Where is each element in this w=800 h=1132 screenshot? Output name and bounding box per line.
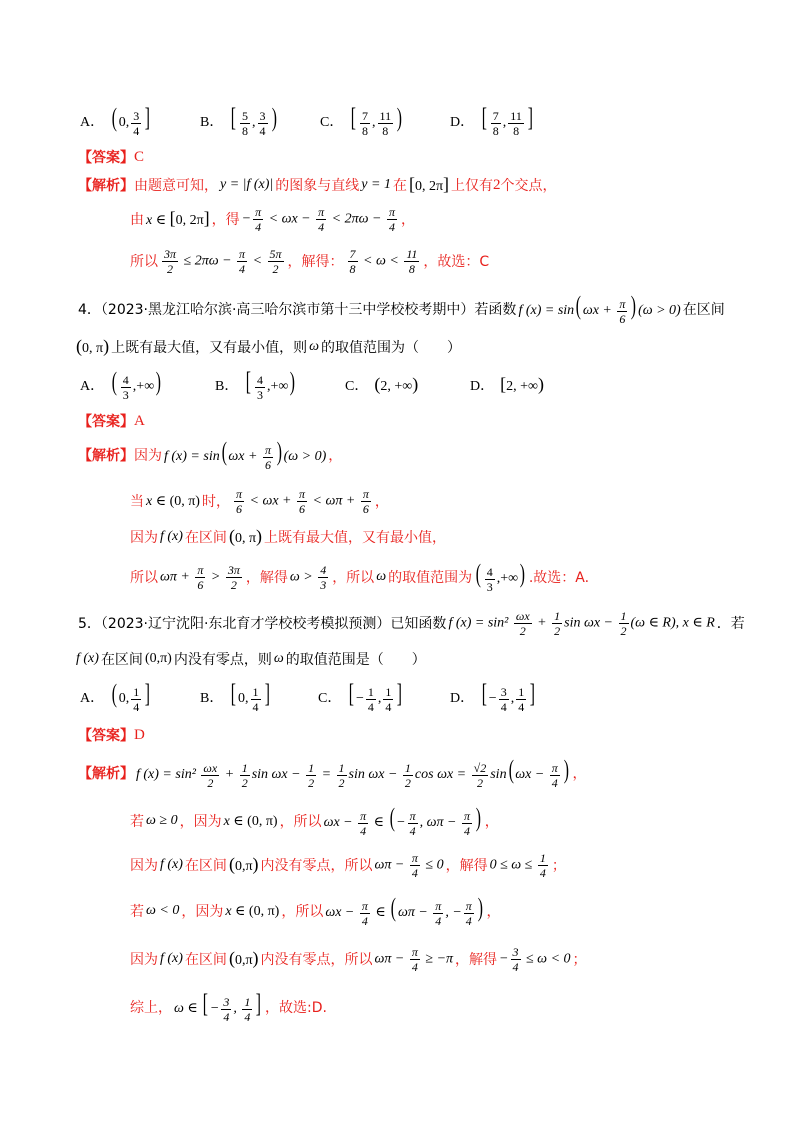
q3-option-b[interactable]: B． [ $\frac{5}{8}$ , $\frac{3}{4}$ ) <box>200 103 277 138</box>
q3-option-a[interactable]: A． ( 0, $\frac{3}{4}$ ] <box>80 103 151 138</box>
q3-analysis-line2: 由 x ∈ [0, 2π] ，得 − $\frac{\pi}{4}$ < ωx − $\frac{\pi}{4}$ < 2πω − $\frac{\pi}{4}$ ， <box>130 204 415 234</box>
q4-analysis-line4: 所以 ωπ + $\frac{\pi}{6}$ > $\frac{3\pi}{2}$ ，解得 ω > $\frac{4}{3}$ ，所以 ω 的取值范围为 ( $\frac{4}{3}$ ,+∞) .故选：A. <box>130 559 590 594</box>
q4-option-d[interactable]: D． [2, +∞) <box>470 374 545 394</box>
q4-stem-line2: (0, π) 上既有最大值，又有最小值，则 ω 的取值范围为（ ） <box>76 336 461 356</box>
q5-analysis-line5: 因为 f (x) 在区间 (0,π) 内没有零点，所以 ωπ − $\frac{\pi}{4}$ ≥ −π ，解得 − $\frac{3}{4}$ ≤ ω < 0 ； <box>130 944 587 974</box>
q5-analysis-line6: 综上， ω ∈ [ − $\frac{3}{4}$ , $\frac{1}{4}$ ] ，故选:D. <box>130 989 327 1024</box>
q4-option-b[interactable]: B． [ $\frac{4}{3}$ ,+∞) <box>215 367 296 402</box>
q4-analysis-line1: 【解析】 因为 f (x) = sin( ωx + $\frac{\pi}{6}$ ) (ω > 0) ， <box>78 437 343 472</box>
q5-option-c[interactable]: C． [ − $\frac{1}{4}$ , $\frac{1}{4}$ ] <box>318 679 403 714</box>
q4-analysis-line2: 当 x ∈ (0, π) 时， $\frac{\pi}{6}$ < ωx + $\frac{\pi}{6}$ < ωπ + $\frac{\pi}{6}$ ， <box>130 486 389 516</box>
q5-analysis-line2: 若 ω ≥ 0 ，因为 x ∈ (0, π) ，所以 ωx − $\frac{\pi}{4}$ ∈ ( − $\frac{\pi}{4}$ , ωπ − $\frac{\pi}{4}$ ) ， <box>130 803 499 838</box>
q4-answer: 【答案】 A <box>78 412 145 430</box>
q4-option-c[interactable]: C． (2, +∞) <box>345 374 419 394</box>
q4-stem-line1: 4．（2023·黑龙江哈尔滨·高三哈尔滨市第十三中学校校考期中）若函数 f (x) = sin( ωx + $\frac{\pi}{6}$ ) (ω > 0) 在区间 <box>78 291 725 326</box>
q4-options-row <box>0 368 800 402</box>
q3-options-row <box>0 104 800 138</box>
q4-analysis-line3: 因为 f (x) 在区间 (0, π) 上既有最大值，又有最小值， <box>130 526 447 546</box>
q5-analysis-line1: 【解析】 f (x) = sin² $\frac{\omega x}{2}$ + $\frac{1}{2}$ sin ωx − $\frac{1}{2}$ = $\frac{1}{2}$ sin ωx − $\frac{1}{2}$ cos ωx = $\frac{√2}{2}$ sin( ωx − $\frac{\pi}{4}$ ) ， <box>78 755 587 790</box>
q3-analysis-line1: 【解析】 由题意可知， y = |f (x)| 的图象与直线 y = 1 在 [0, 2π] 上仅有 2 个交点， <box>78 174 557 194</box>
q3-option-d[interactable]: D． [ $\frac{7}{8}$ , $\frac{11}{8}$ ] <box>450 103 533 138</box>
q5-option-a[interactable]: A． ( 0, $\frac{1}{4}$ ] <box>80 679 151 714</box>
q3-answer: 【答案】 C <box>78 148 145 166</box>
q5-analysis-line4: 若 ω < 0 ，因为 x ∈ (0, π) ，所以 ωx − $\frac{\pi}{4}$ ∈ ( ωπ − $\frac{\pi}{4}$ , − $\frac{\pi}{4}$ ) ， <box>130 893 501 928</box>
q5-stem-line2: f (x) 在区间 (0,π) 内没有零点，则 ω 的取值范围是（ ） <box>76 651 426 668</box>
q5-option-b[interactable]: B． [ 0, $\frac{1}{4}$ ] <box>200 679 270 714</box>
q3-option-c[interactable]: C． [ $\frac{7}{8}$ , $\frac{11}{8}$ ) <box>320 103 403 138</box>
q5-answer: 【答案】 D <box>78 726 145 744</box>
q5-analysis-line3: 因为 f (x) 在区间 (0,π) 内没有零点，所以 ωπ − $\frac{\pi}{4}$ ≤ 0 ，解得 0 ≤ ω ≤ $\frac{1}{4}$ ； <box>130 850 566 880</box>
q5-stem-line1: 5．（2023·辽宁沈阳·东北育才学校校考模拟预测）已知函数 f (x) = sin² $\frac{\omega x}{2}$ + $\frac{1}{2}$ sin ωx − $\frac{1}{2}$ (ω ∈ R), x ∈ R ．若 <box>78 608 745 638</box>
q5-option-d[interactable]: D． [ − $\frac{3}{4}$ , $\frac{1}{4}$ ] <box>450 679 536 714</box>
q5-options-row <box>0 680 800 714</box>
q4-option-a[interactable]: A． ( $\frac{4}{3}$ ,+∞) <box>80 367 162 402</box>
q3-analysis-line3: 所以 $\frac{3\pi}{2}$ ≤ 2πω − $\frac{\pi}{4}$ < $\frac{5\pi}{2}$ ，解得： $\frac{7}{8}$ < ω < $\frac{11}{8}$ ，故选：C <box>130 246 490 276</box>
